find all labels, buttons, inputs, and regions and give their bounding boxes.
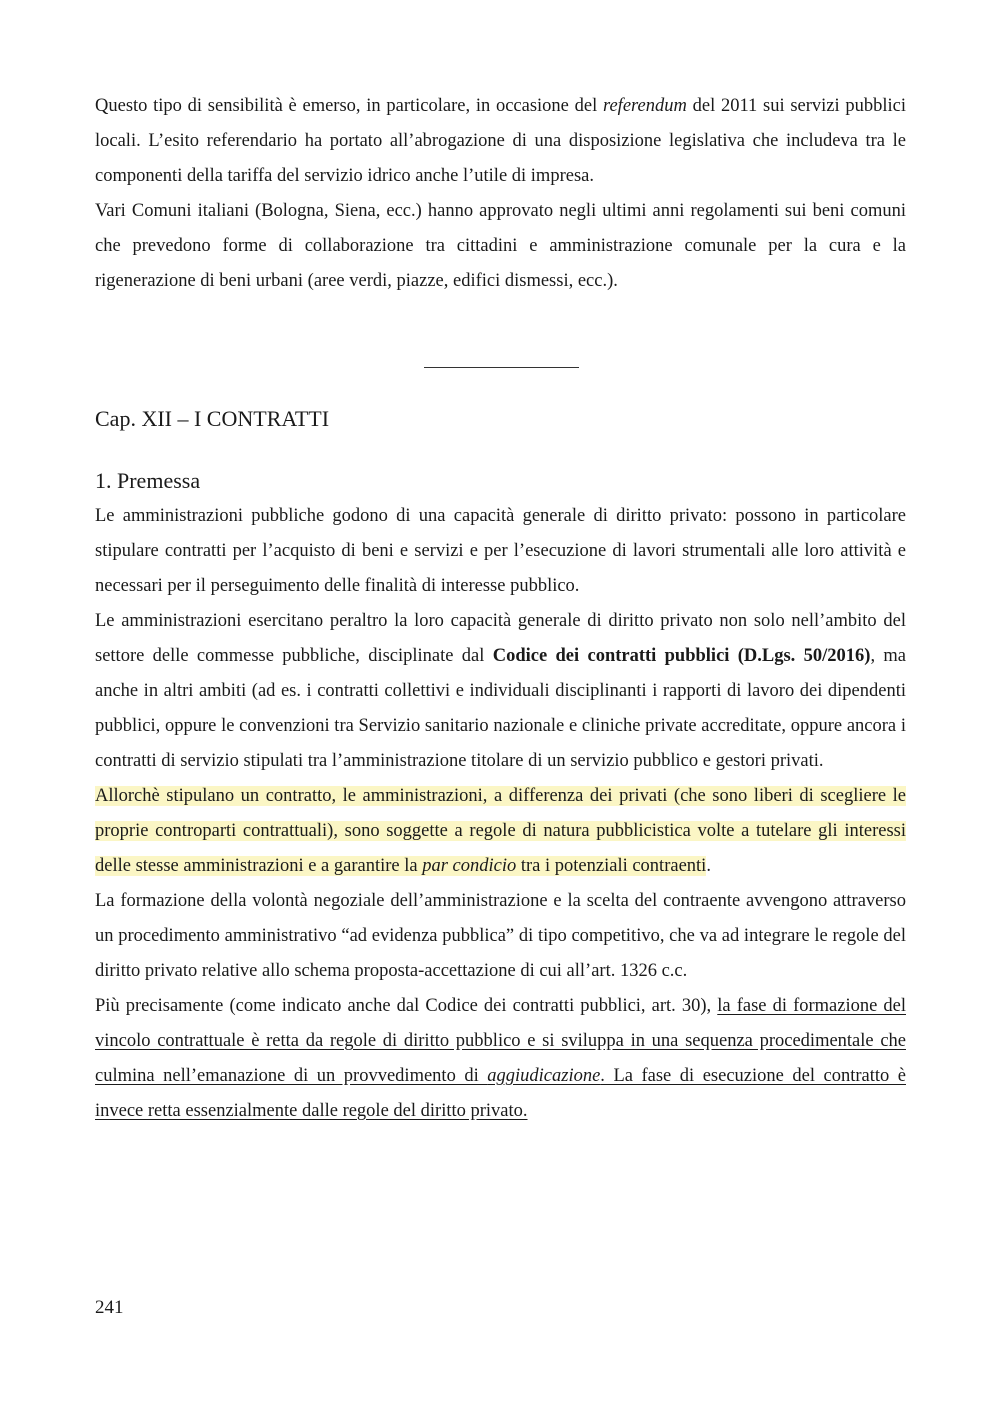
highlighted-text-b: tra i potenziali contraenti: [516, 856, 707, 876]
page-number: 241: [95, 1297, 124, 1318]
section-paragraph-capacita: Le amministrazioni pubbliche godono di una capacità generale di diritto privato: possono in particolare stipulare contratti per l’acquisto di beni e servizi e per l’esecuzione di lavori strumentali alle loro attività e necessari per il perseguimento delle finalità di interesse pubblico.: [95, 506, 906, 596]
section-paragraph-highlighted: [95, 779, 906, 884]
section-paragraph-formazione: La formazione della volontà negoziale dell’amministrazione e la scelta del contraente avvengono attraverso un procedimento amministrativo “ad evidenza pubblica” di tipo competitivo, che va ad integrare le regole del diritto privato relative allo schema proposta-accettazione di cui all’art. 1326 c.c.: [95, 891, 906, 981]
section-separator-line: [424, 367, 579, 368]
underlined-text-a: la fase di formazione del vincolo contrattuale è retta da regole di diritto pubblico e si sviluppa in una sequenza procedimentale che culmina nell’emanazione di un provvedimento di: [95, 996, 906, 1086]
underlined-text-b: . La fase di esecuzione del contratto è invece retta essenzialmente dalle regole del diritto privato.: [95, 1066, 906, 1121]
intro-p1-text-b: del 2011 sui servizi pubblici locali. L’esito referendario ha portato all’abrogazione di una disposizione legislativa che includeva tra le componenti della tariffa del servizio idrico anche l’utile di impresa.: [95, 96, 906, 186]
section-p2-bold-codice: Codice dei contratti pubblici (D.Lgs. 50/2016): [492, 646, 871, 666]
highlighted-emphasis-par-condicio: par condicio: [422, 856, 517, 876]
intro-paragraph-comuni: Vari Comuni italiani (Bologna, Siena, ecc.) hanno approvato negli ultimi anni regolamenti sui beni comuni che prevedono forme di collaborazione tra cittadini e amministrazione comunale per la cura e la rigenerazione di beni urbani (aree verdi, piazze, edifici dismessi, ecc.).: [95, 201, 906, 291]
intro-p1-emphasis: referendum: [602, 96, 687, 116]
section-p2-text-b: , ma anche in altri ambiti (ad es. i contratti collettivi e individuali disciplinanti i rapporti di lavoro dei dipendenti pubblici, oppure le convenzioni tra Servizio sanitario nazionale e cliniche private accreditate, oppure ancora i contratti di servizio stipulati tra l’amministrazione titolare di un servizio pubblico e gestori privati.: [95, 646, 906, 771]
section-p5-text-a: Più precisamente (come indicato anche dal Codice dei contratti pubblici, art. 30),: [95, 996, 718, 1016]
underlined-emphasis-aggiudicazione: aggiudicazione: [487, 1066, 601, 1086]
chapter-title: Cap. XII – I CONTRATTI: [95, 406, 330, 431]
intro-paragraph-referendum: [95, 89, 906, 194]
section-title: 1. Premessa: [95, 468, 201, 493]
section-paragraph-ambiti: [95, 604, 906, 779]
highlighted-text-a: Allorchè stipulano un contratto, le amministrazioni, a differenza dei privati (che sono liberi di scegliere le proprie controparti contrattuali), sono soggette a regole di natura pubblicistica volte a tutelare gli interessi delle stesse amministrazioni e a garantire la: [95, 786, 906, 876]
section-p2-text-a: Le amministrazioni esercitano peraltro la loro capacità generale di diritto privato non solo nell’ambito del settore delle commesse pubbliche, disciplinate dal: [95, 611, 906, 666]
highlighted-text-end: .: [706, 856, 711, 876]
section-paragraph-underlined: [95, 989, 906, 1129]
separator-area: [95, 299, 906, 394]
page-body: [95, 89, 906, 1129]
intro-p1-text-a: Questo tipo di sensibilità è emerso, in particolare, in occasione del: [95, 96, 603, 116]
